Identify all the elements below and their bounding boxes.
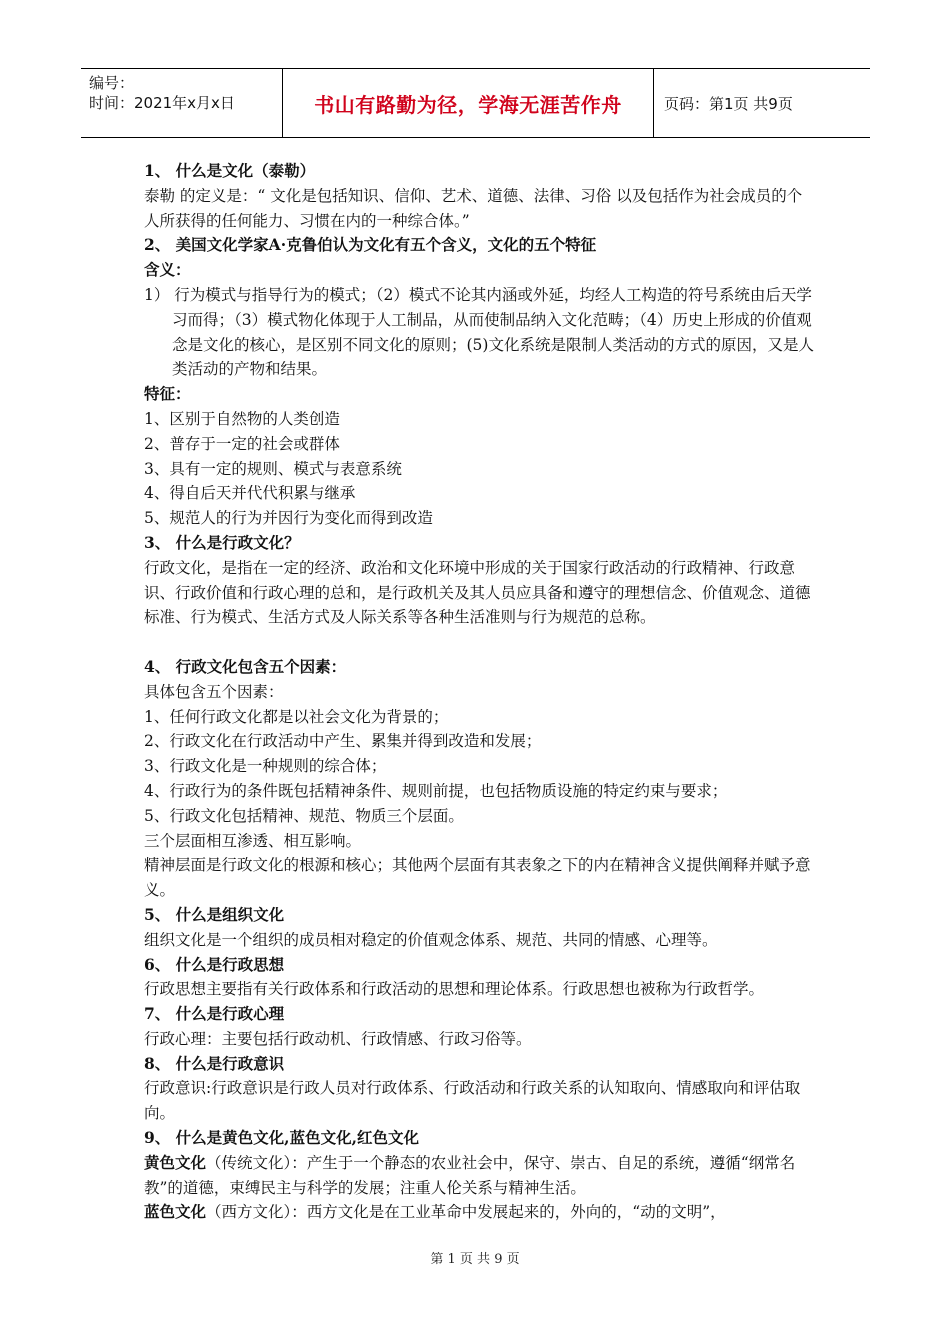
q2-title: 2、 美国文化学家A·克鲁伯认为文化有五个含义，文化的五个特征 bbox=[144, 235, 597, 255]
q2-meaning: 1） 行为模式与指导行为的模式；（2）模式不论其内涵或外延，均经人工构造的符号系统由后天学习而得；（3）模式物化体现于人工制品，从而使制品纳入文化范畴；（4）历史上形成的价值观念是文化的核心，是区别不同文化的原则；(5)文化系统是限制人类活动的方式的原因，又是人类活动的产物和结果。 bbox=[144, 285, 814, 379]
q6-title: 6、 什么是行政思想 bbox=[144, 954, 285, 974]
q4-intro: 具体包含五个因素： bbox=[144, 682, 284, 701]
q6-body: 行政思想主要指有关行政体系和行政活动的思想和理论体系。行政思想也被称为行政哲学。 bbox=[144, 980, 765, 999]
q4-item: 3、行政文化是一种规则的综合体； bbox=[144, 757, 387, 776]
q2-meaning-label: 含义： bbox=[144, 260, 191, 280]
q1-title: 1、 什么是文化（泰勒） bbox=[144, 161, 316, 180]
q8-title: 8、 什么是行政意识 bbox=[144, 1053, 285, 1073]
q1-body: 泰勒 的定义是：“ 文化是包括知识、信仰、艺术、道德、法律、习俗 以及包括作为社会成员的个人所获得的任何能力、习惯在内的一种综合体。” bbox=[144, 186, 803, 230]
date-label: 时间：2021年x月x日 bbox=[89, 94, 235, 112]
q2-feature-item: 1、区别于自然物的人类创造 bbox=[144, 409, 340, 428]
yellow-body: （传统文化）：产生于一个静态的农业社会中，保守、崇古、自足的系统，遵循“纲常名教”的道德，束缚民主与科学的发展；注重人伦关系与精神生活。 bbox=[144, 1153, 796, 1197]
q5-body: 组织文化是一个组织的成员相对稳定的价值观念体系、规范、共同的情感、心理等。 bbox=[144, 930, 718, 949]
q2-feature-item: 5、规范人的行为并因行为变化而得到改造 bbox=[144, 509, 433, 528]
page-header bbox=[81, 68, 870, 138]
q7-title: 7、 什么是行政心理 bbox=[144, 1004, 285, 1024]
q4-item: 1、任何行政文化都是以社会文化为背景的； bbox=[144, 707, 449, 726]
q2-feature-item: 2、普存于一定的社会或群体 bbox=[144, 434, 340, 453]
q9-yellow bbox=[144, 1151, 816, 1201]
q4-note: 精神层面是行政文化的根源和核心；其他两个层面有其表象之下的内在精神含义提供阐释并赋予意义。 bbox=[144, 856, 811, 900]
page-info: 页码：第1页 共9页 bbox=[664, 94, 793, 113]
q5-title: 5、 什么是组织文化 bbox=[144, 904, 285, 924]
q4-item: 4、行政行为的条件既包括精神条件、规则前提，也包括物质设施的特定约束与要求； bbox=[144, 781, 728, 800]
yellow-term: 黄色文化 bbox=[144, 1152, 207, 1172]
q4-note: 三个层面相互渗透、相互影响。 bbox=[144, 831, 362, 850]
spacer bbox=[144, 630, 816, 655]
motto: 书山有路勤为径，学海无涯苦作舟 bbox=[283, 69, 654, 137]
q4-item: 2、行政文化在行政活动中产生、累集并得到改造和发展； bbox=[144, 732, 542, 751]
q4-item: 5、行政文化包括精神、规范、物质三个层面。 bbox=[144, 806, 464, 825]
q7-body: 行政心理：主要包括行政动机、行政情感、行政习俗等。 bbox=[144, 1029, 532, 1048]
blue-term: 蓝色文化 bbox=[144, 1202, 207, 1222]
blue-body: （西方文化）：西方文化是在工业革命中发展起来的，外向的，“动的文明”， bbox=[206, 1203, 726, 1222]
q2-feature-label: 特征： bbox=[144, 384, 191, 404]
q3-body: 行政文化，是指在一定的经济、政治和文化环境中形成的关于国家行政活动的行政精神、行政意识、行政价值和行政心理的总和，是行政机关及其人员应具备和遵守的理想信念、价值观念、道德标准、行为模式、生活方式及人际关系等各种生活准则与行为规范的总称。 bbox=[144, 558, 811, 627]
q3-title: 3、 什么是行政文化？ bbox=[144, 532, 300, 552]
code-label: 编号： bbox=[89, 74, 135, 92]
header-left-cell bbox=[81, 69, 283, 137]
q2-feature-item: 4、得自后天并代代积累与继承 bbox=[144, 484, 356, 503]
q9-title: 9、 什么是黄色文化,蓝色文化,红色文化 bbox=[144, 1128, 419, 1148]
q9-blue bbox=[144, 1200, 816, 1225]
document-body bbox=[144, 159, 816, 1225]
q8-body: 行政意识:行政意识是行政人员对行政体系、行政活动和行政关系的认知取向、情感取向和评估取向。 bbox=[144, 1079, 801, 1123]
q4-title: 4、 行政文化包含五个因素： bbox=[144, 656, 347, 676]
page-footer: 第 1 页 共 9 页 bbox=[430, 1252, 520, 1267]
q2-feature-item: 3、具有一定的规则、模式与表意系统 bbox=[144, 459, 402, 478]
